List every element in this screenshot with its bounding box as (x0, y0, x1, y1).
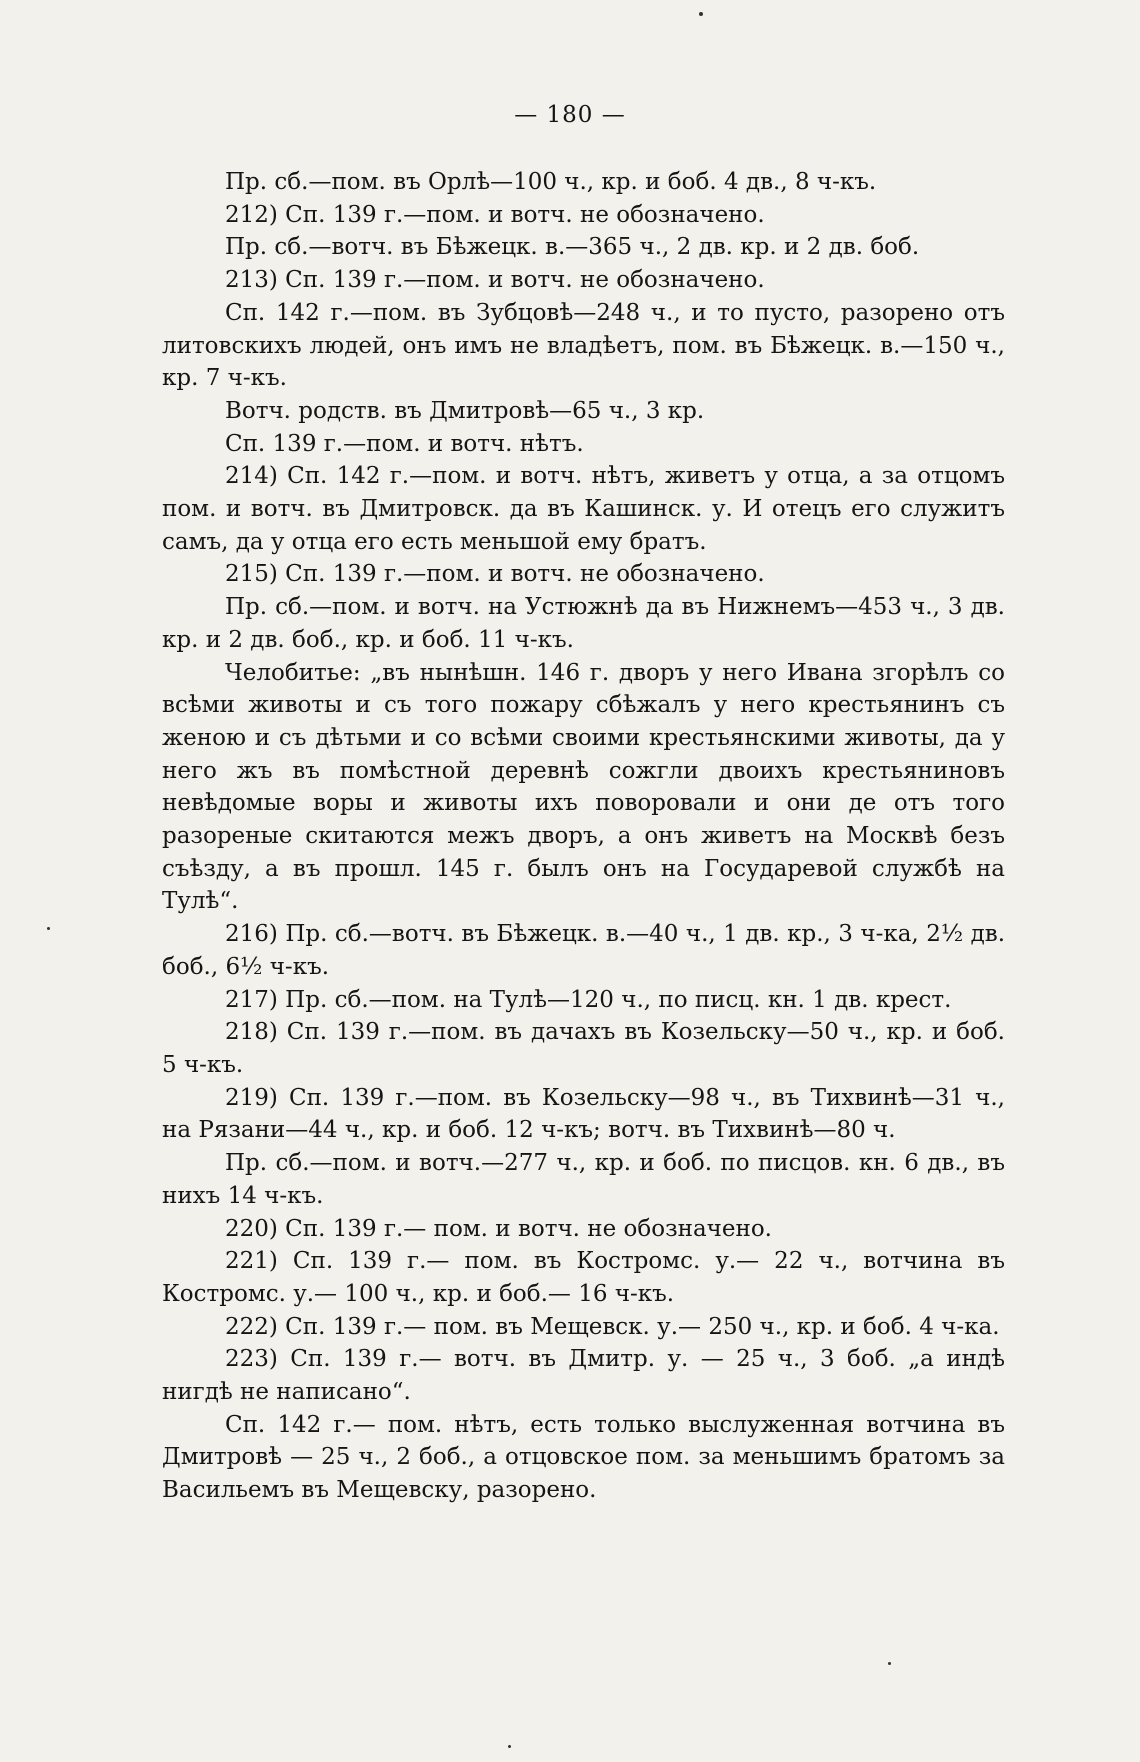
paragraph: Пр. сб.—пом. въ Орлѣ—100 ч., кр. и боб. 4 дв., 8 ч-къ. (225, 169, 877, 195)
paragraph: 218) Сп. 139 г.—пом. въ дачахъ въ Козельску—50 ч., кр. и боб. 5 ч-къ. (162, 1019, 1005, 1078)
paragraph: 216) Пр. сб.—вотч. въ Бѣжецк. в.—40 ч., 1 дв. кр., 3 ч-ка, 2½ дв. боб., 6½ ч-къ. (162, 921, 1005, 980)
paragraph: Пр. сб.—пом. и вотч. на Устюжнѣ да въ Нижнемъ—453 ч., 3 дв. кр. и 2 дв. боб., кр. и боб. 11 ч-къ. (162, 594, 1005, 653)
paragraph: 220) Сп. 139 г.— пом. и вотч. не обозначено. (225, 1215, 772, 1242)
paragraph: 215) Сп. 139 г.—пом. и вотч. не обозначено. (225, 561, 765, 588)
text-body (162, 166, 1005, 1507)
paragraph: 213) Сп. 139 г.—пом. и вотч. не обозначено. (225, 267, 765, 294)
ink-speck (888, 1662, 891, 1665)
paragraph: 223) Сп. 139 г.— вотч. въ Дмитр. у. — 25 ч., 3 боб. „а индѣ нигдѣ не написано“. (162, 1346, 1005, 1406)
paragraph: 221) Сп. 139 г.— пом. въ Костромс. у.— 22 ч., вотчина въ Костромс. у.— 100 ч., кр. и боб.— 16 ч-къ. (162, 1248, 1005, 1307)
ink-speck (508, 1745, 511, 1748)
paragraph: Пр. сб.—вотч. въ Бѣжецк. в.—365 ч., 2 дв. кр. и 2 дв. боб. (225, 234, 920, 261)
paragraph: Челобитье: „въ нынѣшн. 146 г. дворъ у него Ивана згорѣлъ со всѣми животы и съ того пожару сбѣжалъ у него крестьянинъ съ женою и съ дѣтьми и со всѣми своими крестьянскими животы, да у него жъ въ помѣстной деревнѣ сожгли двоихъ крестьяниновъ невѣдомые воры и животы ихъ поворовали и они де отъ того разореные скитаются межъ дворъ, а онъ живетъ на Москвѣ безъ съѣзду, а въ прошл. 145 г. былъ онъ на Государевой службѣ на Тулѣ“. (162, 659, 1005, 915)
paragraph: 217) Пр. сб.—пом. на Тулѣ—120 ч., по писц. кн. 1 дв. крест. (225, 986, 952, 1013)
ink-speck (47, 927, 50, 930)
paragraph: Пр. сб.—пом. и вотч.—277 ч., кр. и боб. по писцов. кн. 6 дв., въ нихъ 14 ч-къ. (162, 1150, 1005, 1209)
page-number: — 180 — (514, 102, 626, 128)
paragraph: Сп. 139 г.—пом. и вотч. нѣтъ. (225, 430, 584, 457)
paragraph: 222) Сп. 139 г.— пом. въ Мещевск. у.— 250 ч., кр. и боб. 4 ч-ка. (225, 1313, 1000, 1340)
ink-speck (699, 12, 703, 16)
paragraph: Сп. 142 г.—пом. въ Зубцовѣ—248 ч., и то пусто, разорено отъ литовскихъ людей, онъ имъ не владѣетъ, пом. въ Бѣжецк. в.—150 ч., кр. 7 ч-къ. (162, 299, 1005, 392)
paragraph: 212) Сп. 139 г.—пом. и вотч. не обозначено. (225, 201, 765, 228)
paragraph: Вотч. родств. въ Дмитровѣ—65 ч., 3 кр. (225, 397, 705, 424)
paragraph: Сп. 142 г.— пом. нѣтъ, есть только выслуженная вотчина въ Дмитровѣ — 25 ч., 2 боб., а отцовское пом. за меньшимъ братомъ за Васильемъ въ Мещевску, разорено. (162, 1411, 1005, 1504)
paragraph: 214) Сп. 142 г.—пом. и вотч. нѣтъ, живетъ у отца, а за отцомъ пом. и вотч. въ Дмитровск. да въ Кашинск. у. И отецъ его служитъ самъ, да у отца его есть меньшой ему братъ. (162, 463, 1005, 555)
paragraph: 219) Сп. 139 г.—пом. въ Козельску—98 ч., въ Тихвинѣ—31 ч., на Рязани—44 ч., кр. и боб. 12 ч-къ; вотч. въ Тихвинѣ—80 ч. (162, 1084, 1005, 1144)
